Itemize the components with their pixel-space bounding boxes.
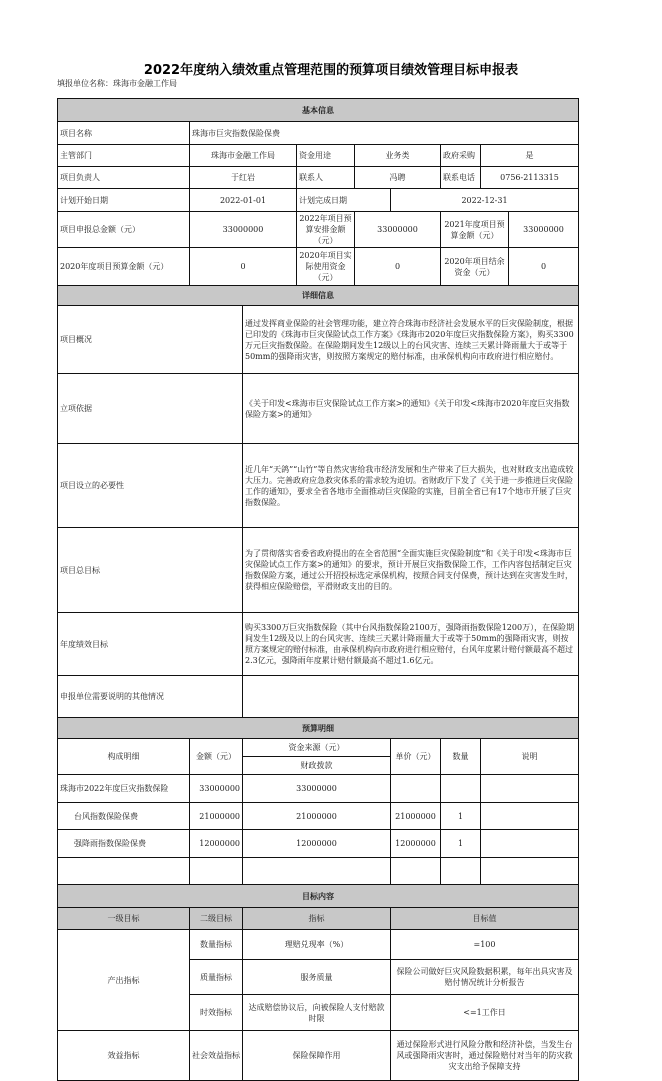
label: 政府采购 bbox=[441, 145, 481, 167]
price: 12000000 bbox=[391, 830, 441, 858]
label: 资金用途 bbox=[297, 145, 355, 167]
detail-label: 申报单位需要说明的其他情况 bbox=[58, 676, 243, 718]
label: 计划开始日期 bbox=[58, 189, 190, 212]
level2: 质量指标 bbox=[190, 960, 243, 995]
section-targets: 目标内容 bbox=[58, 885, 579, 908]
indicator: 保险保障作用 bbox=[243, 1031, 391, 1081]
fiscal: 12000000 bbox=[243, 830, 391, 858]
detail-text: 为了贯彻落实省委省政府提出的在全省范围“全面实施巨灾保险制度”和《关于印发<珠海市巨灾保险试点工作方案>的通知》的要求，预计开展巨灾指数保险工作，工作内容包括制定巨灾指数保险方案，通过公开招投标选定承保机构，按照合同支付保费，预计达到在灾害发生时，获得相应保险赔偿，平滑财政支出的目的。 bbox=[243, 528, 579, 613]
fiscal: 21000000 bbox=[243, 803, 391, 830]
budget-2020: 0 bbox=[190, 248, 297, 286]
used-2020: 0 bbox=[355, 248, 441, 286]
contact: 冯聘 bbox=[355, 167, 441, 189]
section-budget: 预算明细 bbox=[58, 718, 579, 739]
label: 2020年项目实际使用资金（元） bbox=[297, 248, 355, 286]
col-header: 说明 bbox=[481, 739, 579, 775]
note bbox=[481, 803, 579, 830]
procurement: 是 bbox=[481, 145, 579, 167]
indicator: 理赔兑现率（%） bbox=[243, 930, 391, 960]
detail-label: 项目概况 bbox=[58, 306, 243, 374]
label: 联系人 bbox=[297, 167, 355, 189]
indicator: 达成赔偿协议后，向被保险人支付赔款时限 bbox=[243, 995, 391, 1031]
report-table bbox=[57, 98, 579, 1081]
col-header: 资金来源（元） bbox=[243, 739, 391, 757]
section-detail-info: 详细信息 bbox=[58, 286, 579, 306]
col-header: 数量 bbox=[441, 739, 481, 775]
balance-2020: 0 bbox=[509, 248, 579, 286]
page-title: 2022年度纳入绩效重点管理范围的预算项目绩效管理目标申报表 bbox=[143, 63, 519, 78]
target-value: =100 bbox=[391, 930, 579, 960]
indicator: 服务质量 bbox=[243, 960, 391, 995]
level1-output: 产出指标 bbox=[58, 930, 190, 1031]
label: 项目申报总金额（元） bbox=[58, 212, 190, 248]
table-row bbox=[58, 830, 579, 858]
detail-text bbox=[243, 676, 579, 718]
detail-text: 购买3300万巨灾指数保险（其中台风指数保险2100万，强降雨指数保险1200万），在保险期间发生12级及以上的台风灾害、连续三天累计降雨量大于或等于50mm的强降雨灾害，则按照方案规定的赔付标准，由承保机构向市政府进行相应赔付，台风年度累计赔付额最高不超过2.3亿元，强降雨年度累计赔付额最高不超过1.6亿元。 bbox=[243, 613, 579, 676]
label: 计划完成日期 bbox=[297, 189, 391, 212]
target-value: 通过保险形式进行风险分散和经济补偿，当发生台风或强降雨灾害时，通过保险赔付对当年的防灾救灾支出给予保障支持 bbox=[391, 1031, 579, 1081]
label: 项目名称 bbox=[58, 122, 190, 145]
dept: 珠海市金融工作局 bbox=[190, 145, 297, 167]
col-header: 一级目标 bbox=[58, 908, 190, 930]
reporting-unit: 填报单位名称：珠海市金融工作局 bbox=[57, 79, 177, 88]
level2: 社会效益指标 bbox=[190, 1031, 243, 1081]
start-date: 2022-01-01 bbox=[190, 189, 297, 212]
item: 珠海市2022年度巨灾指数保险 bbox=[58, 775, 190, 803]
section-basic-info: 基本信息 bbox=[58, 99, 579, 122]
detail-label: 项目总目标 bbox=[58, 528, 243, 613]
col-header: 目标值 bbox=[391, 908, 579, 930]
label: 2020年度项目预算金额（元） bbox=[58, 248, 190, 286]
project-name: 珠海市巨灾指数保险保费 bbox=[190, 122, 579, 145]
table-row-empty bbox=[58, 858, 579, 885]
label: 2021年度项目预算金额（元） bbox=[441, 212, 509, 248]
label: 联系电话 bbox=[441, 167, 481, 189]
col-header: 指标 bbox=[243, 908, 391, 930]
level1-benefit: 效益指标 bbox=[58, 1031, 190, 1081]
detail-label: 年度绩效目标 bbox=[58, 613, 243, 676]
qty: 1 bbox=[441, 830, 481, 858]
item: 强降雨指数保险保费 bbox=[58, 830, 190, 858]
budget-2021: 33000000 bbox=[509, 212, 579, 248]
col-header: 构成明细 bbox=[58, 739, 190, 775]
item: 台风指数保险保费 bbox=[58, 803, 190, 830]
table-row bbox=[58, 803, 579, 830]
amount: 21000000 bbox=[190, 803, 243, 830]
price: 21000000 bbox=[391, 803, 441, 830]
col-header: 金额（元） bbox=[190, 739, 243, 775]
qty: 1 bbox=[441, 803, 481, 830]
detail-label: 立项依据 bbox=[58, 374, 243, 444]
end-date: 2022-12-31 bbox=[391, 189, 579, 212]
amount: 33000000 bbox=[190, 775, 243, 803]
fiscal: 33000000 bbox=[243, 775, 391, 803]
leader: 于红岩 bbox=[190, 167, 297, 189]
phone: 0756-2113315 bbox=[481, 167, 579, 189]
level2: 时效指标 bbox=[190, 995, 243, 1031]
detail-text: 近几年“天鸽”“山竹”等自然灾害给我市经济发展和生产带来了巨大损失，也对财政支出造成较大压力。完善政府应急救灾体系的需求较为迫切。省财政厅下发了《关于进一步推进巨灾保险工作的通知》，要求全省各地市全面推动巨灾保险的实施，目前全省已有17个地市开展了巨灾指数保险。 bbox=[243, 444, 579, 528]
note bbox=[481, 775, 579, 803]
price bbox=[391, 775, 441, 803]
col-header: 财政拨款 bbox=[243, 757, 391, 775]
label: 主管部门 bbox=[58, 145, 190, 167]
fund-use: 业务类 bbox=[355, 145, 441, 167]
col-header: 二级目标 bbox=[190, 908, 243, 930]
col-header: 单价（元） bbox=[391, 739, 441, 775]
label: 2020年项目结余资金（元） bbox=[441, 248, 509, 286]
level2: 数量指标 bbox=[190, 930, 243, 960]
detail-text: 《关于印发<珠海市巨灾保险试点工作方案>的通知》《关于印发<珠海市2020年度巨灾指数保险方案>的通知》 bbox=[243, 374, 579, 444]
table-row bbox=[58, 775, 579, 803]
target-value: <=1工作日 bbox=[391, 995, 579, 1031]
label: 2022年项目预算安排金额（元） bbox=[297, 212, 355, 248]
detail-text: 通过发挥商业保险的社会管理功能，建立符合珠海市经济社会发展水平的巨灾保险制度，根据已印发的《珠海市巨灾保险试点工作方案》《珠海市2020年度巨灾指数保险方案》，购买3300万元巨灾指数保险。在保险期间发生12级以上的台风灾害、连续三天累计降雨量大于或等于50mm的强降雨灾害，则按照方案规定的赔付标准，由承保机构向市政府进行相应赔付。 bbox=[243, 306, 579, 374]
total-amount: 33000000 bbox=[190, 212, 297, 248]
qty bbox=[441, 775, 481, 803]
budget-2022: 33000000 bbox=[355, 212, 441, 248]
amount: 12000000 bbox=[190, 830, 243, 858]
target-value: 保险公司做好巨灾风险数据积累，每年出具灾害及赔付情况统计分析报告 bbox=[391, 960, 579, 995]
detail-label: 项目设立的必要性 bbox=[58, 444, 243, 528]
note bbox=[481, 830, 579, 858]
label: 项目负责人 bbox=[58, 167, 190, 189]
